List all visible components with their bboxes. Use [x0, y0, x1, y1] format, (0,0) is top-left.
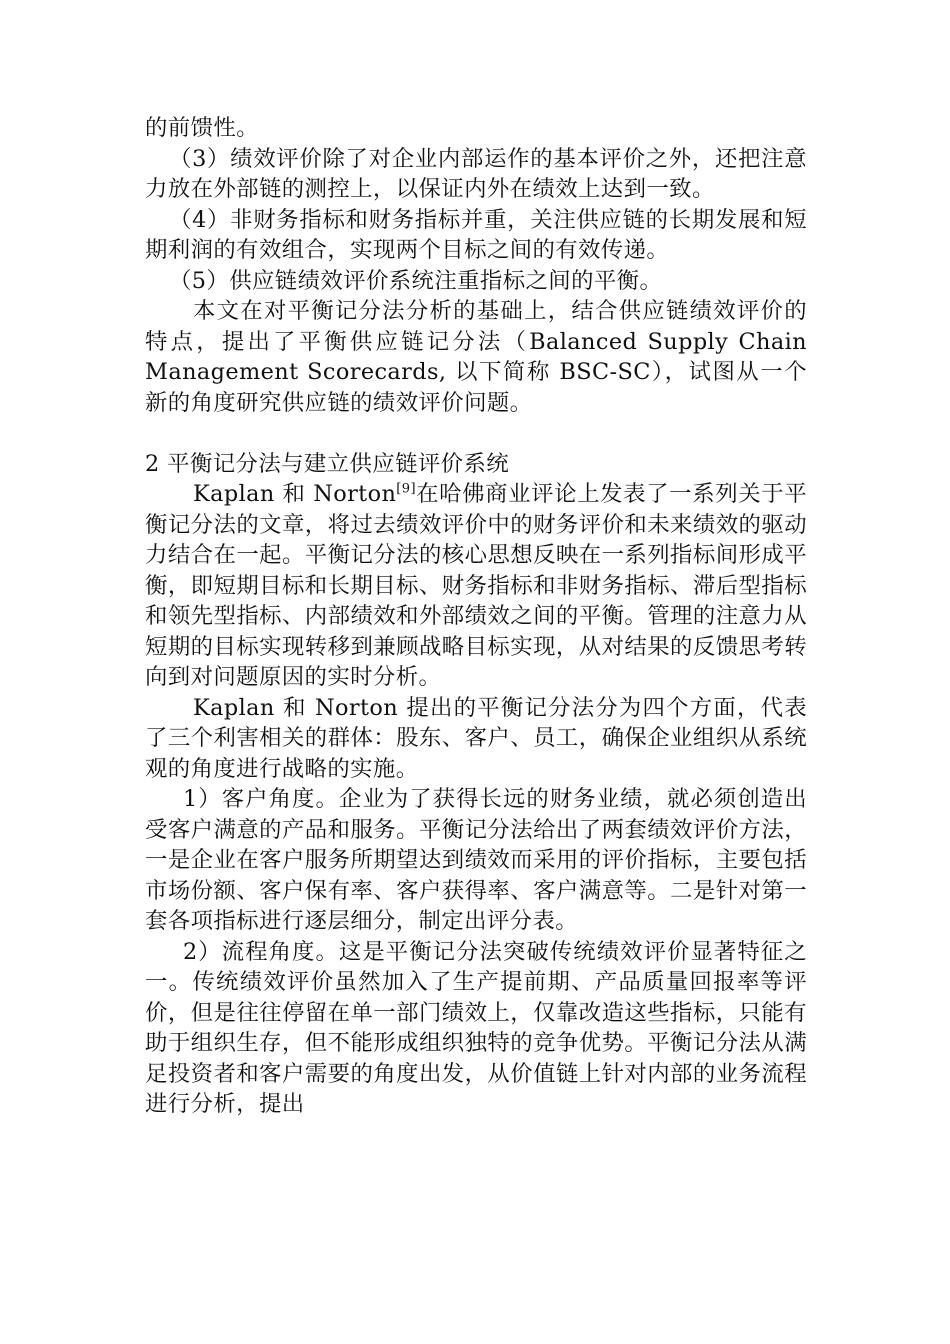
document-page	[145, 113, 807, 1120]
section2-paragraph-2: Kaplan 和 Norton 提出的平衡记分法分为四个方面，代表了三个利害相关的群体：股东、客户、员工，确保企业组织从系统观的角度进行战略的实施。	[145, 694, 807, 782]
section2-paragraph-3: 1）客户角度。企业为了获得长远的财务业绩，就必须创造出受客户满意的产品和服务。平衡记分法给出了两套绩效评价方法，一是企业在客户服务所期望达到绩效而采用的评价指标，主要包括市场份额、客户保有率、客户获得率、客户满意等。二是针对第一套各项指标进行逐层细分，制定出评分表。	[145, 786, 807, 934]
citation-ref: [9]	[396, 481, 416, 497]
section-heading-2: 2 平衡记分法与建立供应链评价系统	[145, 450, 510, 477]
list-item-5: （5）供应链绩效评价系统注重指标之间的平衡。	[169, 267, 663, 294]
paragraph-continuation: 的前馈性。	[145, 115, 259, 141]
section2-paragraph-4: 2）流程角度。这是平衡记分法突破传统绩效评价显著特征之一。传统绩效评价虽然加入了生产提前期、产品质量回报率等评价，但是往往停留在单一部门绩效上，仅靠改造这些指标，只能有助于组织生存，但不能形成组织独特的竞争优势。平衡记分法从满足投资者和客户需要的角度出发，从价值链上针对内部的业务流程进行分析，提出	[145, 938, 807, 1117]
authors-text: Kaplan 和 Norton	[193, 481, 397, 507]
intro-paragraph: 本文在对平衡记分法分析的基础上，结合供应链绩效评价的特点，提出了平衡供应链记分法（Balanced Supply Chain Management Scorecards, 以下简称 BSC-SC），试图从一个新的角度研究供应链的绩效评价问题。	[145, 298, 807, 416]
list-item-3: （3）绩效评价除了对企业内部运作的基本评价之外，还把注意力放在外部链的测控上，以保证内外在绩效上达到一致。	[145, 145, 807, 202]
list-item-4: （4）非财务指标和财务指标并重，关注供应链的长期发展和短期利润的有效组合，实现两个目标之间的有效传递。	[145, 206, 807, 263]
section2-paragraph-1	[145, 479, 807, 693]
paragraph-body: 在哈佛商业评论上发表了一系列关于平衡记分法的文章，将过去绩效评价中的财务评价和未来绩效的驱动力结合在一起。平衡记分法的核心思想反映在一系列指标间形成平衡，即短期目标和长期目标、财务指标和非财务指标、滞后型指标和领先型指标、内部绩效和外部绩效之间的平衡。管理的注意力从短期的目标实现转移到兼顾战略目标实现，从对结果的反馈思考转向到对问题原因的实时分析。	[145, 481, 808, 690]
